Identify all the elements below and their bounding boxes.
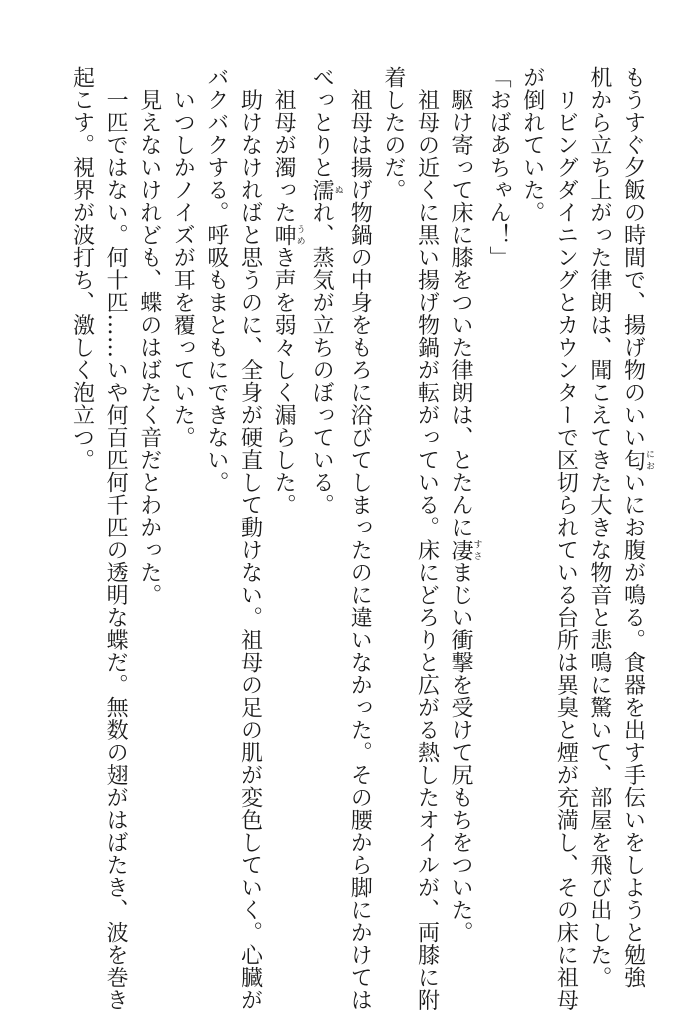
ruby-base: 匂 — [620, 448, 646, 471]
ruby-reading: うめ — [294, 223, 305, 246]
ruby-annotation — [271, 223, 305, 247]
text-line — [549, 66, 583, 1011]
text-segment: 駆け寄って床に膝をついた律朗は、とたんに — [448, 66, 474, 539]
text-line — [410, 66, 444, 1011]
text-segment: まじい衝撃を受けて尻もちをついた。 — [448, 561, 474, 944]
text-segment: が倒れていた。 — [519, 66, 545, 224]
ruby-base: 呻 — [271, 223, 297, 246]
text-line — [515, 66, 549, 956]
text-segment: いにお腹が鳴る。食器を出す手伝いをしようと勉強 — [620, 471, 646, 989]
text-segment: 着したのだ。 — [380, 66, 406, 201]
ruby-base: 濡 — [309, 178, 335, 201]
text-segment: 見えないけれども、蝶のはばたく音だとわかった。 — [136, 66, 162, 606]
text-line — [199, 66, 233, 956]
text-segment: べっとりと — [309, 66, 335, 179]
text-segment: 祖母は揚げ物鍋の中身をもろに浴びてしまったのに違いなかった。その腰から脚にかけては — [347, 66, 373, 1011]
text-line — [266, 66, 304, 956]
text-segment: れ、蒸気が立ちのぼっている。 — [309, 201, 335, 516]
vertical-text-body — [65, 66, 654, 1011]
text-line — [376, 66, 410, 956]
text-line — [616, 66, 654, 989]
text-segment: き声を弱々しく漏らした。 — [271, 246, 297, 516]
text-line — [166, 66, 200, 956]
text-line — [582, 66, 616, 989]
ruby-reading: ぬ — [332, 178, 343, 201]
text-segment: もうすぐ夕飯の時間で、揚げ物のいい — [620, 66, 646, 449]
ruby-annotation — [620, 448, 654, 472]
text-segment: 起こす。視界が波打ち、激しく泡立つ。 — [69, 66, 95, 471]
text-line — [65, 66, 99, 956]
ruby-base: 凄 — [448, 538, 474, 561]
text-segment: 「おばあちゃん！」 — [486, 66, 512, 269]
text-segment: いつしかノイズが耳を覆っていた。 — [170, 66, 196, 449]
text-segment: 助けなければと思うのに、全身が硬直して動けない。祖母の足の肌が変色していく。心臓が — [237, 66, 263, 1011]
text-line — [305, 66, 343, 956]
text-line — [99, 66, 133, 1011]
text-line — [343, 66, 377, 1011]
text-line — [132, 66, 166, 956]
text-line — [233, 66, 267, 1011]
text-segment: 一匹ではない。何十匹……いや何百匹何千匹の透明な蝶だ。無数の翅がはばたき、波を巻き — [103, 66, 129, 1011]
text-segment: 祖母の近くに黒い揚げ物鍋が転がっている。床にどろりと広がる熱したオイルが、両膝に附 — [414, 66, 440, 1011]
ruby-reading: にお — [644, 448, 654, 471]
ruby-annotation — [309, 178, 343, 202]
text-segment: バクバクする。呼吸もまともにできない。 — [203, 66, 229, 494]
text-line — [443, 66, 481, 956]
text-segment: 机から立ち上がった律朗は、聞こえてきた大きな物音と悲鳴に驚いて、部屋を飛び出した。 — [586, 66, 612, 989]
text-segment: リビングダイニングとカウンターで区切られている台所は異臭と煙が充満し、その床に祖母 — [553, 66, 579, 1011]
ruby-reading: すさ — [471, 538, 482, 561]
text-line — [482, 66, 516, 956]
ruby-annotation — [448, 538, 482, 562]
text-segment: 祖母が濁った — [271, 66, 297, 224]
